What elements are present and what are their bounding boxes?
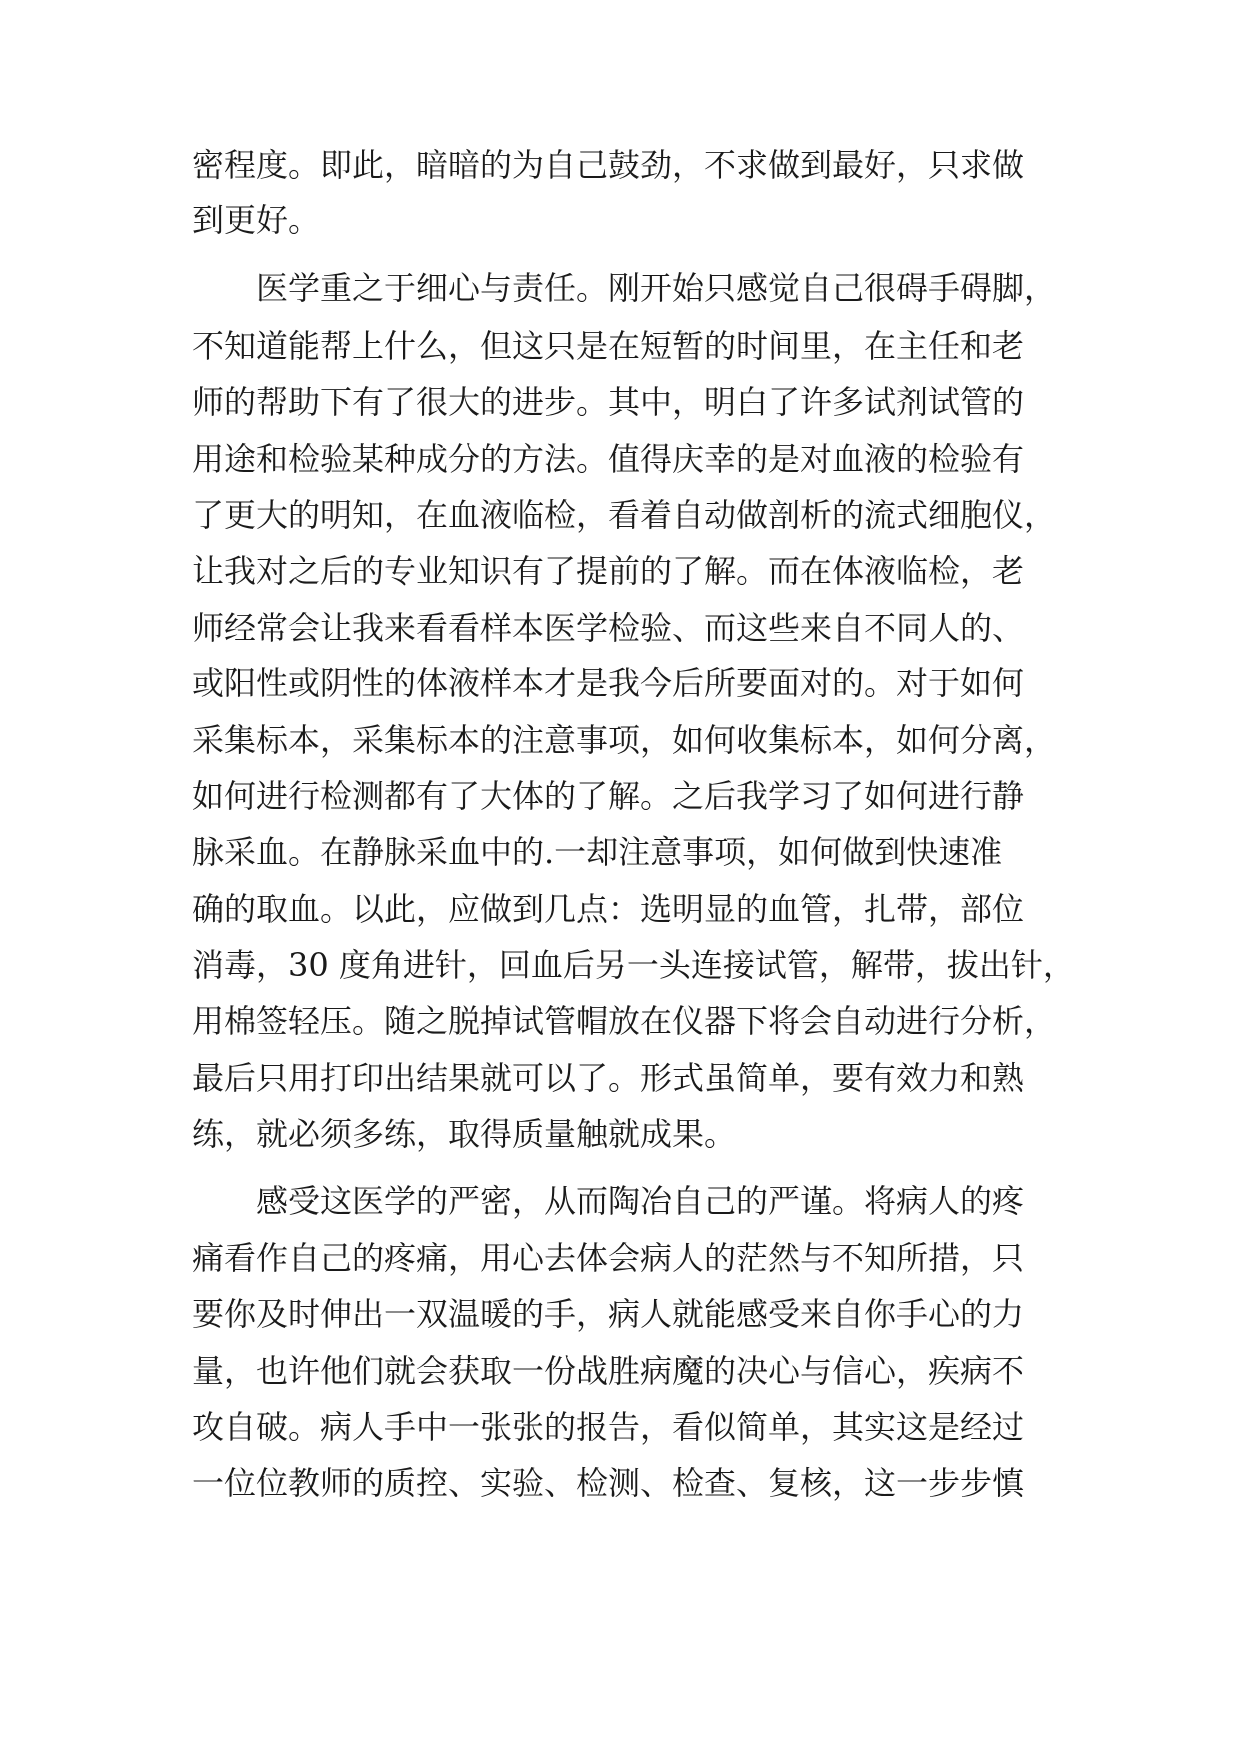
text-line: 到更好。 — [192, 201, 321, 239]
text-line: 练，就必须多练，取得质量触就成果。 — [192, 1115, 737, 1153]
text-line: 不知道能帮上什么，但这只是在短暂的时间里，在主任和老 — [192, 327, 1025, 365]
text-line: 用棉签轻压。随之脱掉试管帽放在仪器下将会自动进行分析， — [192, 1002, 1057, 1040]
paragraph-start-line: 感受这医学的严密，从而陶冶自己的严谨。将病人的疼 — [256, 1182, 1025, 1220]
text-line: 或阳性或阴性的体液样本才是我今后所要面对的。对于如何 — [192, 664, 1025, 702]
text-line: 脉采血。在静脉采血中的.一却注意事项，如何做到快速准 — [192, 833, 1003, 871]
text-line: 采集标本，采集标本的注意事项，如何收集标本，如何分离， — [192, 721, 1057, 759]
text-line: 一位位教师的质控、实验、检测、检查、复核，这一步步慎 — [192, 1464, 1025, 1502]
text-line: 痛看作自己的疼痛，用心去体会病人的茫然与不知所措，只 — [192, 1239, 1025, 1277]
paragraph-start-line: 医学重之于细心与责任。刚开始只感觉自己很碍手碍脚， — [256, 269, 1057, 307]
text-line: 要你及时伸出一双温暖的手，病人就能感受来自你手心的力 — [192, 1295, 1025, 1333]
text-line: 师的帮助下有了很大的进步。其中，明白了许多试剂试管的 — [192, 383, 1025, 421]
text-line: 了更大的明知，在血液临检，看着自动做剖析的流式细胞仪， — [192, 496, 1057, 534]
text-line: 消毒，30 度角进针，回血后另一头连接试管，解带，拔出针， — [192, 946, 1075, 984]
text-line: 让我对之后的专业知识有了提前的了解。而在体液临检，老 — [192, 552, 1025, 590]
text-line: 密程度。即此，暗暗的为自己鼓劲，不求做到最好，只求做 — [192, 146, 1025, 184]
text-line: 确的取血。以此，应做到几点：选明显的血管，扎带，部位 — [192, 890, 1025, 928]
text-line: 如何进行检测都有了大体的了解。之后我学习了如何进行静 — [192, 777, 1025, 815]
text-line: 师经常会让我来看看样本医学检验、而这些来自不同人的、 — [192, 609, 1025, 647]
text-line: 攻自破。病人手中一张张的报告，看似简单，其实这是经过 — [192, 1408, 1025, 1446]
text-line: 量，也许他们就会获取一份战胜病魔的决心与信心，疾病不 — [192, 1352, 1025, 1390]
text-line: 用途和检验某种成分的方法。值得庆幸的是对血液的检验有 — [192, 440, 1025, 478]
text-line: 最后只用打印出结果就可以了。形式虽简单，要有效力和熟 — [192, 1059, 1025, 1097]
